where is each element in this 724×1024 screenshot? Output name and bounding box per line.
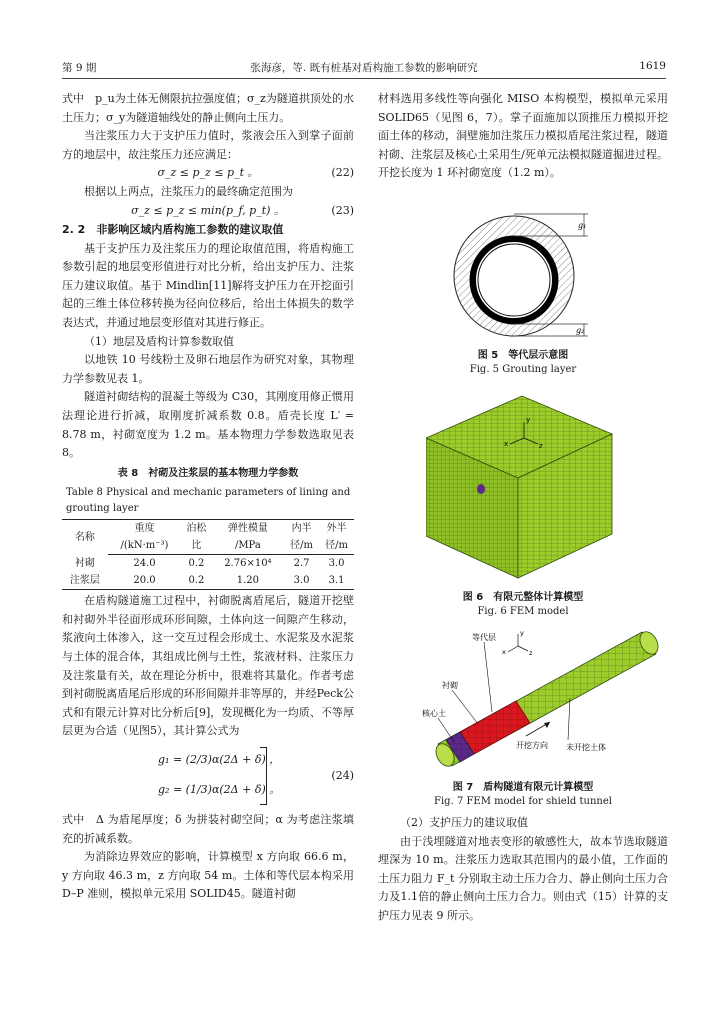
equation-body: σ_z ≤ p_z ≤ p_t 。 — [157, 166, 259, 180]
table-header-unit: 径/m — [319, 537, 354, 555]
label-unexcavated-soil: 未开挖土体 — [566, 743, 606, 752]
equation-body: σ_z ≤ p_z ≤ min(p_f, p_t) 。 — [131, 203, 285, 217]
paragraph: 根据以上两点，注浆压力的最终确定范围为 — [84, 185, 293, 199]
table-header: 内半 — [284, 520, 319, 538]
paragraph: 当注浆压力大于支护压力值时，浆液会压入到掌子面前方的地层中，故注浆压力还应满足： — [62, 129, 354, 161]
figure-7-caption-en: Fig. 7 FEM model for shield tunnel — [434, 796, 612, 807]
paragraph: （1）地层及盾构计算参数取值 — [84, 334, 234, 348]
tunnel-opening — [477, 484, 485, 494]
axis-label: y — [526, 416, 531, 424]
running-title: 张海彦，等. 既有桩基对盾构施工参数的影响研究 — [250, 62, 478, 74]
page-number: 1619 — [639, 60, 666, 72]
g2-label: g₂ — [576, 326, 585, 335]
table-caption-en: Table 8 Physical and mechanic parameters of lining and grouting layer — [66, 487, 351, 515]
table-cell: 2.7 — [293, 558, 310, 570]
inner-void — [478, 244, 550, 316]
paragraph: 以地铁 10 号线粉土及卵石地层作为研究对象，其物理力学参数见表 1。 — [62, 353, 354, 385]
section-heading: 2. 2 非影响区域内盾构施工参数的建议取值 — [62, 222, 284, 236]
figure-7-caption-cn: 图 7 盾构隧道有限元计算模型 — [452, 782, 594, 793]
equation-24 — [62, 743, 354, 809]
table-header-unit: /MPa — [212, 537, 284, 555]
equation-23 — [62, 202, 354, 221]
leader-line — [452, 690, 478, 724]
table-header: 泊松 — [181, 520, 212, 538]
label-excavation-direction: 开挖方向 — [516, 741, 548, 750]
table-cell: 3.0 — [328, 558, 345, 570]
axis-label: x — [502, 648, 506, 656]
table-header: 外半 — [319, 520, 354, 538]
label-core-soil: 核心土 — [422, 709, 446, 718]
paragraph: （2）支护压力的建议取值 — [400, 816, 528, 829]
equation-number: (22) — [331, 166, 354, 180]
table-cell: 1.20 — [212, 572, 284, 590]
table-header: 弹性模量 — [212, 520, 284, 538]
axis-z — [518, 646, 528, 651]
table-cell: 衬砌 — [74, 558, 95, 570]
figure-5-caption-cn: 图 5 等代层示意图 — [477, 350, 569, 361]
issue-number: 第 9 期 — [62, 62, 97, 74]
paragraph: 为消除边界效应的影响，计算模型 x 方向取 66.6 m，y 方向取 46.3 m，z 方向取 54 m。土体和等代层本构采用 D–P 准则，模拟单元采用 SOLID45。隧道衬砌 — [62, 850, 354, 901]
g1-label: g₁ — [578, 221, 587, 230]
right-column-lower — [378, 814, 668, 926]
label-lining: 衬砌 — [442, 681, 458, 690]
label-equivalent-layer: 等代层 — [472, 633, 496, 642]
table-cell: 20.0 — [108, 572, 181, 590]
paragraph: 隧道衬砌结构的混凝土等级为 C30，其刚度用修正惯用法理论进行折减，取刚度折减系数 0.8。盾壳长度 L′ = 8.78 m，衬砌宽度为 1.2 m。基本物理力学参数选取见表 8。 — [62, 390, 354, 460]
equation-number: (24) — [331, 769, 354, 783]
figure-5-caption-en: Fig. 5 Grouting layer — [469, 364, 577, 375]
table-caption-cn: 表 8 衬砌及注浆层的基本物理力学参数 — [117, 467, 299, 479]
axis-label: x — [504, 440, 509, 448]
leader-line — [438, 718, 454, 742]
figure-6-caption-cn: 图 6 有限元整体计算模型 — [462, 592, 584, 603]
paragraph: 由于浅埋隧道对地表变形的敏感性大，故本节选取隧道埋深为 10 m。注浆压力选取其范围内的最小值，工作面的土压力阻力 F_t 分别取主动土压力合力、静止侧向土压力合力及1.1倍的静止侧向土压力合力。则由式（15）计算的支护压力见表 9 所示。 — [378, 834, 668, 922]
table-header-unit: /(kN·m⁻³) — [108, 537, 181, 555]
paragraph: 式中 Δ 为盾尾厚度；δ 为拼装衬砌空间；α 为考虑注浆填充的折减系数。 — [62, 813, 354, 845]
fem-tunnel-figure — [420, 624, 664, 774]
parameter-table — [62, 519, 354, 590]
table-header-name: 名称 — [62, 520, 108, 555]
table-cell: 3.1 — [319, 572, 354, 590]
equation-g1: g₁ = (2/3)α(2Δ + δ) ， — [158, 753, 281, 767]
equation-number: (23) — [331, 203, 354, 217]
equation-brace — [260, 747, 267, 805]
grouting-layer-figure — [448, 208, 598, 342]
table-header: 重度 — [108, 520, 181, 538]
paragraph: 材料选用多线性等向强化 MISO 本构模型，模拟单元采用 SOLID65（见图 6，7）。掌子面施加以顶推压力模拟开挖面土体的移动，洞壁施加注浆压力模拟盾尾注浆过程，隧道衬砌、注浆层及核心土采用生/死单元法模拟隧道掘进过程。开挖长度为 1 环衬砌宽度（1.2 m）。 — [378, 92, 668, 180]
table-cell: 3.0 — [284, 572, 319, 590]
table-cell: 2.76×10⁴ — [224, 558, 272, 570]
paragraph: 式中 p_u为土体无侧限抗拉强度值；σ_z为隧道拱顶处的水土压力；σ_y为隧道轴线处的静止侧向土压力。 — [62, 92, 354, 124]
equation-22 — [62, 164, 354, 183]
table-cell: 24.0 — [133, 558, 156, 570]
fem-cube-figure — [426, 392, 616, 582]
right-column — [378, 90, 668, 183]
axis-label: y — [520, 629, 524, 637]
table-header-unit: 比 — [181, 537, 212, 555]
paragraph: 基于支护压力及注浆压力的理论取值范围，将盾构施工参数引起的地层变形值进行对比分析，给出支护压力、注浆压力建议取值。基于 Mindlin[11]解将支护压力在开挖面引起的三维土体位移转换为径向位移后，给出土体损失的数学表达式，并通过地层变形值对其进行修正。 — [62, 241, 354, 329]
equation-g2: g₂ = (1/3)α(2Δ + δ) 。 — [158, 783, 281, 797]
left-column — [62, 90, 354, 904]
running-header — [62, 60, 666, 79]
paragraph: 在盾构隧道施工过程中，衬砌脱离盾尾后，隧道开挖壁和衬砌外半径面形成环形间隙，土体向这一间隙产生移动，浆液向土体渗入，这一交互过程会形成土、水泥浆及水泥浆与土体的混合体，其组成比例与土性，浆液材料、注浆压力及注浆量有关，故在理论分析中，很难将其量化。作者考虑到衬砌脱离盾尾后形成的环形间隙并非等厚的，并经Peck公式和有限元计算对比分析后[9]，发现概化为一均质、不等厚层更为合适（见图5），其计算公式为 — [62, 594, 354, 738]
table-header-unit: 径/m — [284, 537, 319, 555]
axis-label: z — [529, 649, 533, 657]
axis-x — [508, 646, 518, 652]
axis-label: z — [539, 442, 543, 450]
table-row — [62, 572, 354, 590]
table-row — [62, 555, 354, 573]
table-cell: 0.2 — [188, 558, 205, 570]
leader-line — [568, 698, 570, 740]
table-cell: 0.2 — [181, 572, 212, 590]
figure-6-caption-en: Fig. 6 FEM model — [477, 606, 569, 617]
table-cell: 注浆层 — [62, 572, 108, 590]
leader-line — [484, 642, 492, 712]
